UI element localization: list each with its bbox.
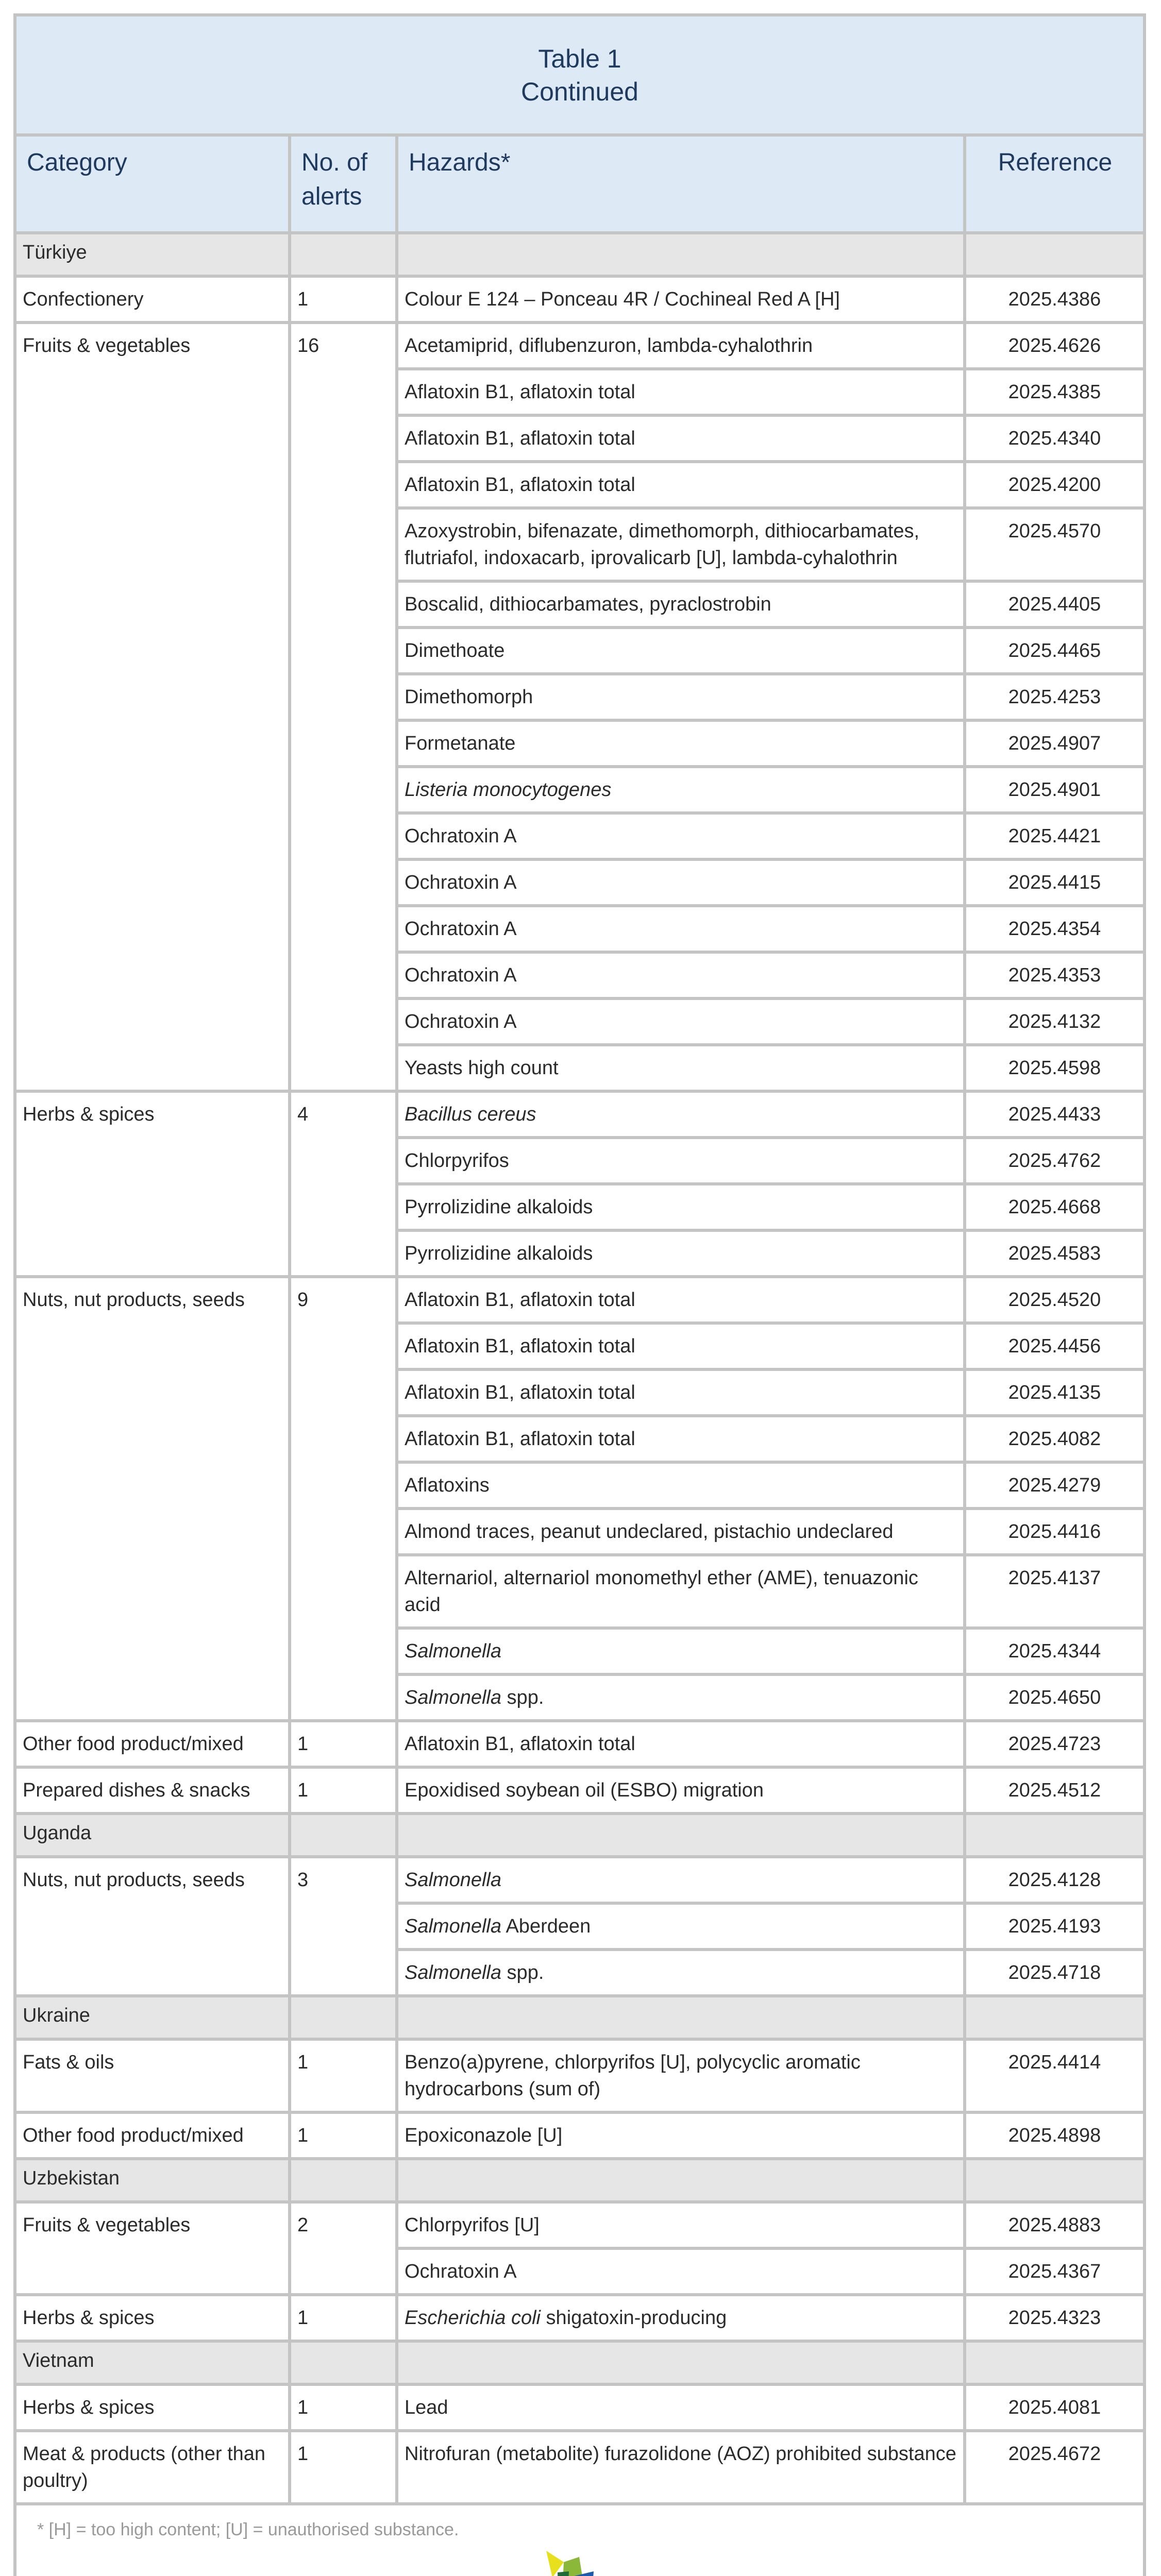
reference-cell: 2025.4353 xyxy=(965,952,1143,998)
reference-cell: 2025.4512 xyxy=(965,1767,1143,1814)
hazard-text: Colour E 124 – Ponceau 4R / Cochineal Red A [H] xyxy=(405,289,840,310)
agrinfo-logo-icon xyxy=(532,2541,666,2576)
reference-cell: 2025.4456 xyxy=(965,1323,1143,1369)
country-row-empty-cell xyxy=(290,1814,397,1857)
hazard-organism: Listeria monocytogenes xyxy=(405,779,612,801)
reference-cell: 2025.4416 xyxy=(965,1509,1143,1555)
country-row-empty-cell xyxy=(965,233,1143,276)
reference-cell: 2025.4193 xyxy=(965,1903,1143,1950)
hazard-text: Ochratoxin A xyxy=(405,964,517,986)
table-row xyxy=(16,1721,1143,1767)
hazard-cell xyxy=(397,323,965,369)
hazard-text: Pyrrolizidine alkaloids xyxy=(405,1196,593,1218)
country-row-empty-cell xyxy=(397,1814,965,1857)
hazard-text: Azoxystrobin, bifenazate, dimethomorph, dithiocarbamates, flutriafol, indoxacarb, iprovalicarb [U], lambda-cyhalothrin xyxy=(405,520,925,569)
reference-cell: 2025.4421 xyxy=(965,813,1143,859)
country-row-empty-cell xyxy=(290,2341,397,2384)
reference-cell: 2025.4433 xyxy=(965,1091,1143,1138)
hazard-cell xyxy=(397,2431,965,2504)
table-title-line1: Table 1 xyxy=(538,44,621,73)
table-row xyxy=(16,1091,1143,1138)
reference-cell: 2025.4465 xyxy=(965,628,1143,674)
country-row xyxy=(16,1996,1143,2039)
reference-cell: 2025.4570 xyxy=(965,508,1143,581)
table-row xyxy=(16,2295,1143,2341)
column-header-row xyxy=(16,135,1143,233)
hazard-text: Lead xyxy=(405,2397,448,2418)
alerts-count-cell: 1 xyxy=(290,2112,397,2159)
country-row-empty-cell xyxy=(290,233,397,276)
reference-cell: 2025.4354 xyxy=(965,906,1143,952)
hazard-text: Chlorpyrifos xyxy=(405,1150,509,1172)
hazard-text: Yeasts high count xyxy=(405,1057,559,1079)
category-cell: Nuts, nut products, seeds xyxy=(16,1857,290,1996)
country-row-empty-cell xyxy=(965,1814,1143,1857)
table-body xyxy=(16,233,1143,2504)
country-name: Türkiye xyxy=(16,233,290,276)
reference-cell: 2025.4672 xyxy=(965,2431,1143,2504)
hazard-organism: Salmonella xyxy=(405,1869,501,1891)
reference-cell: 2025.4367 xyxy=(965,2248,1143,2295)
hazard-cell xyxy=(397,906,965,952)
reference-cell: 2025.4081 xyxy=(965,2384,1143,2431)
hazard-cell xyxy=(397,1950,965,1996)
hazard-cell xyxy=(397,369,965,415)
hazard-cell xyxy=(397,1509,965,1555)
hazard-cell xyxy=(397,462,965,508)
reference-cell: 2025.4898 xyxy=(965,2112,1143,2159)
hazard-cell xyxy=(397,813,965,859)
hazard-cell xyxy=(397,2039,965,2112)
country-row-empty-cell xyxy=(290,2159,397,2202)
column-header-category: Category xyxy=(16,135,290,233)
hazard-cell xyxy=(397,859,965,906)
alerts-table xyxy=(16,16,1143,2576)
hazard-text: spp. xyxy=(501,1962,544,1984)
reference-cell: 2025.4598 xyxy=(965,1045,1143,1091)
table-row xyxy=(16,1767,1143,1814)
country-name: Uganda xyxy=(16,1814,290,1857)
hazard-text: Nitrofuran (metabolite) furazolidone (AOZ) prohibited substance xyxy=(405,2443,956,2465)
hazard-text: Aflatoxin B1, aflatoxin total xyxy=(405,428,635,449)
table-row xyxy=(16,2112,1143,2159)
table-row xyxy=(16,2039,1143,2112)
hazard-text: Dimethomorph xyxy=(405,686,533,708)
country-name: Vietnam xyxy=(16,2341,290,2384)
hazard-cell xyxy=(397,415,965,462)
country-row xyxy=(16,1814,1143,1857)
reference-cell: 2025.4323 xyxy=(965,2295,1143,2341)
country-row-empty-cell xyxy=(290,1996,397,2039)
reference-cell: 2025.4415 xyxy=(965,859,1143,906)
hazard-organism: Salmonella xyxy=(405,1962,501,1984)
hazard-text: Dimethoate xyxy=(405,640,505,662)
reference-cell: 2025.4762 xyxy=(965,1138,1143,1184)
hazard-text: Pyrrolizidine alkaloids xyxy=(405,1243,593,1264)
reference-cell: 2025.4405 xyxy=(965,581,1143,628)
hazard-cell xyxy=(397,1369,965,1416)
reference-cell: 2025.4650 xyxy=(965,1674,1143,1721)
hazard-cell xyxy=(397,1045,965,1091)
hazard-text: Alternariol, alternariol monomethyl ether (AME), tenuazonic acid xyxy=(405,1567,924,1616)
reference-cell: 2025.4901 xyxy=(965,767,1143,813)
hazard-text: Ochratoxin A xyxy=(405,918,517,940)
country-row-empty-cell xyxy=(397,2341,965,2384)
hazard-text: Aflatoxin B1, aflatoxin total xyxy=(405,1382,635,1403)
hazard-cell xyxy=(397,2295,965,2341)
hazard-cell xyxy=(397,1674,965,1721)
reference-cell: 2025.4668 xyxy=(965,1184,1143,1230)
hazard-cell xyxy=(397,720,965,767)
category-cell: Herbs & spices xyxy=(16,2295,290,2341)
hazard-text: Acetamiprid, diflubenzuron, lambda-cyhalothrin xyxy=(405,335,813,357)
reference-cell: 2025.4907 xyxy=(965,720,1143,767)
hazard-organism: Salmonella xyxy=(405,1687,501,1708)
hazard-text: Boscalid, dithiocarbamates, pyraclostrobin xyxy=(405,594,771,615)
reference-cell: 2025.4723 xyxy=(965,1721,1143,1767)
country-row xyxy=(16,2341,1143,2384)
hazard-cell xyxy=(397,1091,965,1138)
hazard-cell xyxy=(397,767,965,813)
hazard-organism: Salmonella xyxy=(405,1916,501,1937)
category-cell: Fruits & vegetables xyxy=(16,323,290,1091)
reference-cell: 2025.4385 xyxy=(965,369,1143,415)
alerts-count-cell: 4 xyxy=(290,1091,397,1277)
hazard-organism: Bacillus cereus xyxy=(405,1104,536,1125)
country-row-empty-cell xyxy=(965,1996,1143,2039)
hazard-text: Formetanate xyxy=(405,733,516,754)
hazard-cell xyxy=(397,508,965,581)
alerts-count-cell: 1 xyxy=(290,2384,397,2431)
category-cell: Meat & products (other than poultry) xyxy=(16,2431,290,2504)
alerts-count-cell: 1 xyxy=(290,1767,397,1814)
table-row xyxy=(16,2384,1143,2431)
hazard-text: Aflatoxin B1, aflatoxin total xyxy=(405,1335,635,1357)
table-footer xyxy=(16,2504,1143,2576)
category-cell: Confectionery xyxy=(16,276,290,323)
hazard-cell xyxy=(397,628,965,674)
hazard-cell xyxy=(397,1857,965,1903)
reference-cell: 2025.4883 xyxy=(965,2202,1143,2248)
alerts-count-cell: 1 xyxy=(290,276,397,323)
alerts-table-container xyxy=(13,13,1146,2576)
hazard-cell xyxy=(397,1184,965,1230)
category-cell: Herbs & spices xyxy=(16,2384,290,2431)
country-row-empty-cell xyxy=(965,2159,1143,2202)
reference-cell: 2025.4386 xyxy=(965,276,1143,323)
hazard-cell xyxy=(397,952,965,998)
reference-cell: 2025.4344 xyxy=(965,1628,1143,1674)
alerts-count-cell: 3 xyxy=(290,1857,397,1996)
table-title-line2: Continued xyxy=(521,77,638,106)
country-row xyxy=(16,233,1143,276)
country-row xyxy=(16,2159,1143,2202)
alerts-count-cell: 1 xyxy=(290,2039,397,2112)
hazard-cell xyxy=(397,674,965,720)
table-row xyxy=(16,2202,1143,2248)
hazard-text: Epoxiconazole [U] xyxy=(405,2125,563,2146)
hazard-cell xyxy=(397,1138,965,1184)
alerts-count-cell: 16 xyxy=(290,323,397,1091)
hazard-cell xyxy=(397,1721,965,1767)
table-title xyxy=(16,16,1143,135)
reference-cell: 2025.4253 xyxy=(965,674,1143,720)
hazard-text: Aflatoxin B1, aflatoxin total xyxy=(405,1289,635,1311)
reference-cell: 2025.4135 xyxy=(965,1369,1143,1416)
hazard-cell xyxy=(397,2248,965,2295)
country-name: Uzbekistan xyxy=(16,2159,290,2202)
category-cell: Herbs & spices xyxy=(16,1091,290,1277)
hazard-cell xyxy=(397,1323,965,1369)
hazard-cell xyxy=(397,1903,965,1950)
reference-cell: 2025.4414 xyxy=(965,2039,1143,2112)
hazard-organism: Salmonella xyxy=(405,1640,501,1662)
category-cell: Other food product/mixed xyxy=(16,2112,290,2159)
country-row-empty-cell xyxy=(397,2159,965,2202)
table-row xyxy=(16,2431,1143,2504)
hazard-cell xyxy=(397,581,965,628)
alerts-count-cell: 1 xyxy=(290,2295,397,2341)
reference-cell: 2025.4137 xyxy=(965,1555,1143,1628)
hazard-text: Ochratoxin A xyxy=(405,2261,517,2282)
footnote: * [H] = too high content; [U] = unauthorised substance. xyxy=(37,2520,459,2539)
reference-cell: 2025.4340 xyxy=(965,415,1143,462)
hazard-cell xyxy=(397,1230,965,1277)
hazard-cell xyxy=(397,1277,965,1323)
country-name: Ukraine xyxy=(16,1996,290,2039)
country-row-empty-cell xyxy=(397,1996,965,2039)
hazard-cell xyxy=(397,1767,965,1814)
reference-cell: 2025.4626 xyxy=(965,323,1143,369)
category-cell: Fruits & vegetables xyxy=(16,2202,290,2295)
hazard-text: Aflatoxin B1, aflatoxin total xyxy=(405,474,635,496)
hazard-cell xyxy=(397,2384,965,2431)
reference-cell: 2025.4718 xyxy=(965,1950,1143,1996)
hazard-cell xyxy=(397,1416,965,1462)
hazard-text: Benzo(a)pyrene, chlorpyrifos [U], polycyclic aromatic hydrocarbons (sum of) xyxy=(405,2052,866,2100)
hazard-text: Ochratoxin A xyxy=(405,825,517,847)
alerts-count-cell: 9 xyxy=(290,1277,397,1721)
hazard-text: spp. xyxy=(501,1687,544,1708)
country-row-empty-cell xyxy=(965,2341,1143,2384)
reference-cell: 2025.4583 xyxy=(965,1230,1143,1277)
hazard-text: Epoxidised soybean oil (ESBO) migration xyxy=(405,1780,764,1801)
hazard-text: Aflatoxins xyxy=(405,1475,490,1496)
hazard-cell xyxy=(397,2112,965,2159)
hazard-text: Ochratoxin A xyxy=(405,1011,517,1032)
reference-cell: 2025.4082 xyxy=(965,1416,1143,1462)
column-header-reference: Reference xyxy=(965,135,1143,233)
column-header-alerts: No. of alerts xyxy=(290,135,397,233)
alerts-count-cell: 2 xyxy=(290,2202,397,2295)
category-cell: Other food product/mixed xyxy=(16,1721,290,1767)
hazard-text: Chlorpyrifos [U] xyxy=(405,2214,540,2236)
reference-cell: 2025.4279 xyxy=(965,1462,1143,1509)
hazard-cell xyxy=(397,2202,965,2248)
reference-cell: 2025.4128 xyxy=(965,1857,1143,1903)
alerts-count-cell: 1 xyxy=(290,1721,397,1767)
category-cell: Prepared dishes & snacks xyxy=(16,1767,290,1814)
category-cell: Fats & oils xyxy=(16,2039,290,2112)
hazard-text: Almond traces, peanut undeclared, pistachio undeclared xyxy=(405,1521,894,1543)
hazard-text: Aflatoxin B1, aflatoxin total xyxy=(405,1428,635,1450)
hazard-cell xyxy=(397,998,965,1045)
table-row xyxy=(16,1277,1143,1323)
hazard-cell xyxy=(397,1462,965,1509)
reference-cell: 2025.4520 xyxy=(965,1277,1143,1323)
category-cell: Nuts, nut products, seeds xyxy=(16,1277,290,1721)
alerts-count-cell: 1 xyxy=(290,2431,397,2504)
hazard-cell xyxy=(397,276,965,323)
hazard-text: Aflatoxin B1, aflatoxin total xyxy=(405,1733,635,1755)
table-row xyxy=(16,323,1143,369)
hazard-text: Ochratoxin A xyxy=(405,872,517,893)
column-header-hazards: Hazards* xyxy=(397,135,965,233)
hazard-organism: Escherichia coli xyxy=(405,2307,541,2329)
reference-cell: 2025.4200 xyxy=(965,462,1143,508)
hazard-cell xyxy=(397,1555,965,1628)
hazard-text: shigatoxin-producing xyxy=(541,2307,727,2329)
table-row xyxy=(16,1857,1143,1903)
reference-cell: 2025.4132 xyxy=(965,998,1143,1045)
country-row-empty-cell xyxy=(397,233,965,276)
hazard-text: Aberdeen xyxy=(501,1916,591,1937)
hazard-cell xyxy=(397,1628,965,1674)
table-row xyxy=(16,276,1143,323)
hazard-text: Aflatoxin B1, aflatoxin total xyxy=(405,381,635,403)
